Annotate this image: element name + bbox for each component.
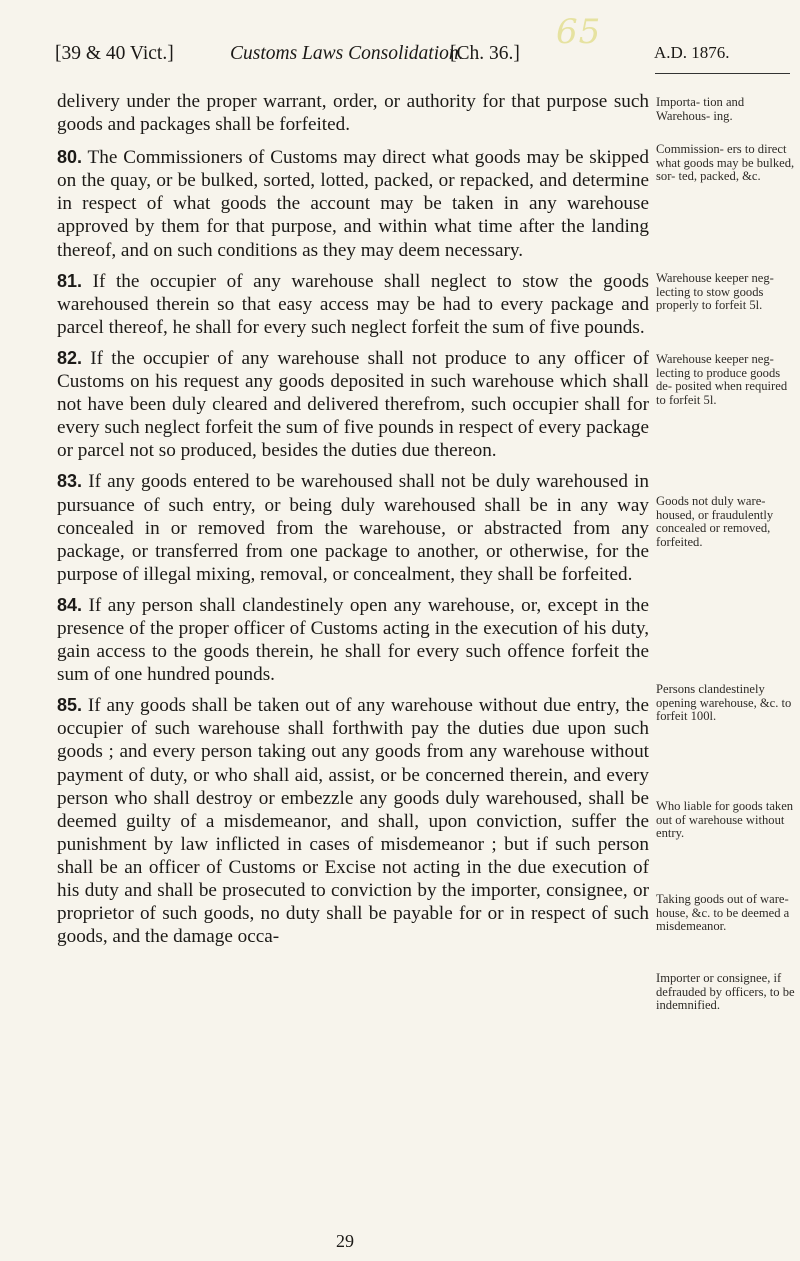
section-83: 83. If any goods entered to be warehoused shall not be duly warehoused in pursuance of such entry, or being duly warehoused shall be in any way concealed in or removed from the warehouse, or abstracted from any package, or transferred from one package to another, or otherwise, for the purpose of illegal mixing, removal, or concealment, they shall be forfeited. bbox=[57, 471, 650, 585]
margin-note: Persons clandestinely opening warehouse, &c. to forfeit 100l. bbox=[656, 682, 792, 724]
chapter-number: [Ch. 36.] bbox=[450, 43, 520, 64]
year-label: A.D. 1876. bbox=[654, 43, 730, 62]
page-number: 29 bbox=[336, 1231, 354, 1251]
section-85: 85. If any goods shall be taken out of any warehouse without due entry, the occupier of such warehouse shall forthwith pay the duties due upon such goods ; and every person taking out any goods from any warehouse without payment of duty, or who shall aid, assist, or be concerned therein, and every person who shall destroy or embezzle any goods duly warehoused, shall be deemed guilty of a misdemeanor, and shall, upon conviction, suffer the punishment by law inflicted in cases of misdemeanor ; but if such person shall be an officer of Customs or Excise not acting in the due execution of his duty and shall be prosecuted to conviction by the importer, consignee, or proprietor of such goods, no duty shall be payable for or in respect of such goods, and the damage occa- bbox=[57, 695, 649, 948]
section-81: 81. If the occupier of any warehouse shall neglect to stow the goods warehoused therein so that easy access may be had to every package and parcel thereof, he shall for every such neglect forfeit the sum of five pounds. bbox=[57, 270, 649, 338]
act-title: Customs Laws Consolidation. bbox=[230, 43, 464, 64]
regnal-year: [39 & 40 Vict.] bbox=[55, 43, 174, 64]
margin-note: Importa- tion and Warehous- ing. bbox=[656, 95, 745, 123]
section-number: 83. bbox=[57, 471, 83, 492]
body-text bbox=[57, 90, 649, 956]
margin-note: Goods not duly ware- housed, or fraudulently concealed or removed, forfeited. bbox=[656, 494, 774, 549]
margin-note: Warehouse keeper neg- lecting to stow goods properly to forfeit 5l. bbox=[656, 271, 774, 313]
margin-note: Who liable for goods taken out of warehouse without entry. bbox=[656, 799, 794, 841]
margin-note: Warehouse keeper neg- lecting to produce goods de- posited when required to forfeit 5l. bbox=[656, 352, 788, 407]
margin-note: Importer or consignee, if defrauded by officers, to be indemnified. bbox=[656, 971, 795, 1013]
section-number: 82. bbox=[57, 347, 83, 368]
section-number: 84. bbox=[57, 594, 83, 615]
section-84: 84. If any person shall clandestinely open any warehouse, or, except in the presence of the proper officer of Customs acting in the execution of his duty, gain access to the goods therein, he shall for every such offence forfeit the sum of one hundred pounds. bbox=[57, 594, 649, 686]
section-number: 81. bbox=[57, 270, 83, 291]
year-rule bbox=[655, 73, 790, 74]
margin-note: Taking goods out of ware- house, &c. to be deemed a misdemeanor. bbox=[656, 892, 790, 934]
section-number: 80. bbox=[57, 147, 83, 168]
page-mark: 65 bbox=[556, 12, 602, 52]
section-82: 82. If the occupier of any warehouse shall not produce to any officer of Customs on his request any goods deposited in such warehouse which shall not have been duly cleared and delivered therefrom, such occupier shall for every such neglect forfeit the sum of five pounds in respect of every package or parcel not so produced, besides the duties due thereon. bbox=[57, 347, 649, 462]
running-header bbox=[55, 43, 800, 73]
section-number: 85. bbox=[57, 695, 83, 716]
section-80: 80. The Commissioners of Customs may direct what goods may be skipped on the quay, or be bulked, sorted, lotted, packed, or repacked, and determine in respect of what goods the account may be taken in any warehouse approved by them for that purpose, and within what time after the landing thereof, and on such conditions as they may deem necessary. bbox=[57, 147, 649, 261]
paragraph: delivery under the proper warrant, order, or authority for that purpose such goods and packages shall be forfeited. bbox=[57, 91, 649, 136]
margin-note: Commission- ers to direct what goods may be bulked, sor- ted, packed, &c. bbox=[656, 142, 795, 184]
